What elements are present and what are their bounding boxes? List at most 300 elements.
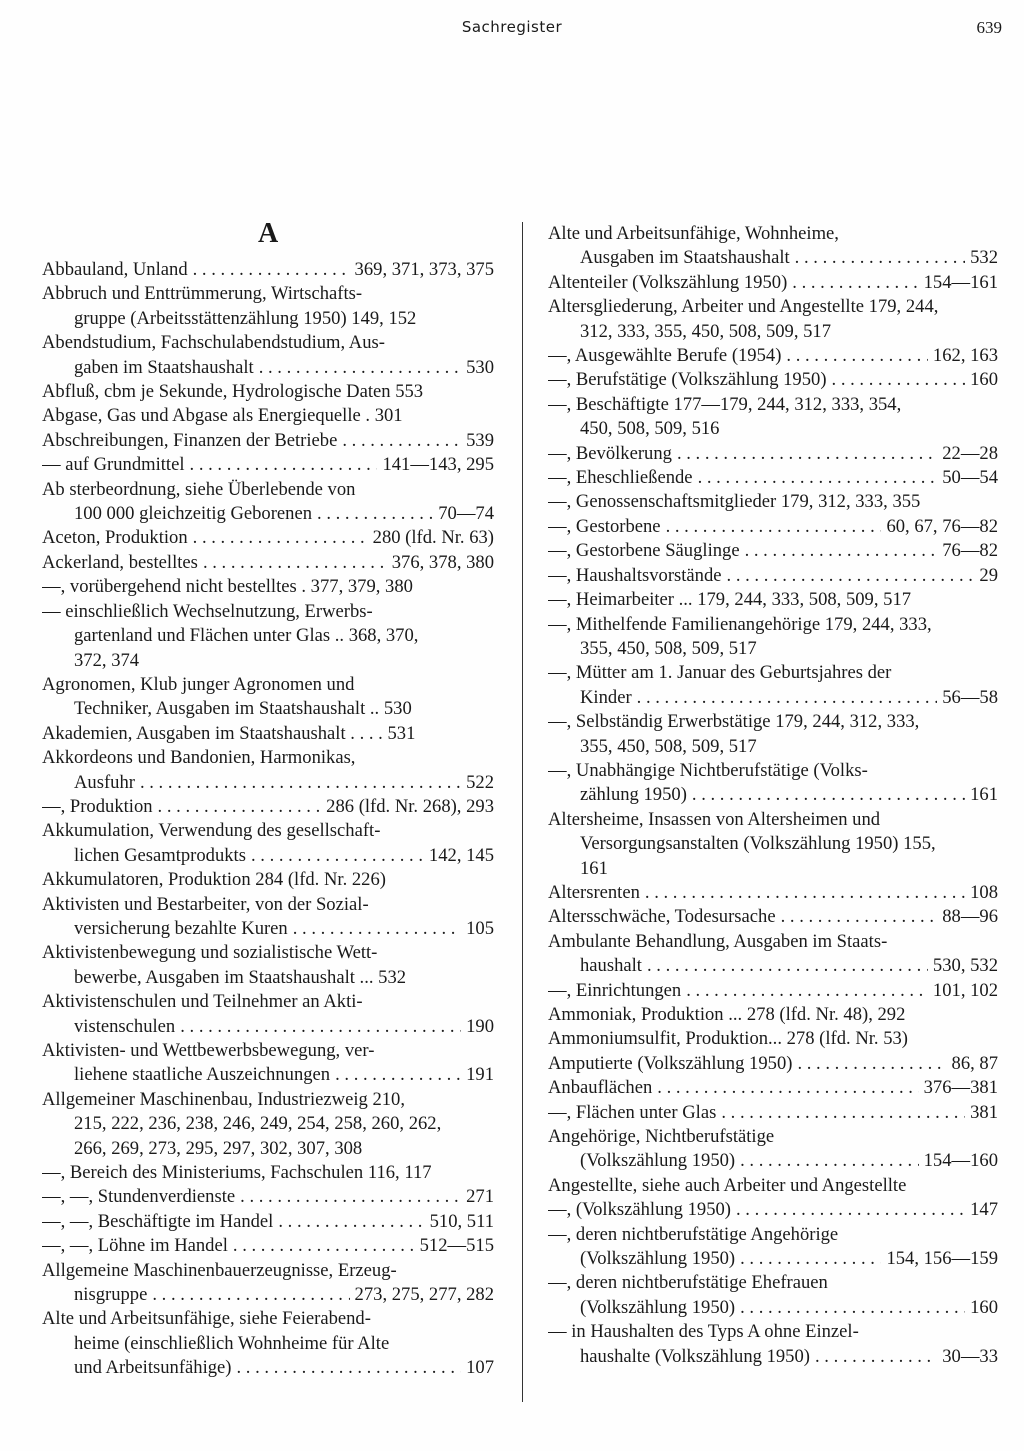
entry-text: Agronomen, Klub junger Agronomen und xyxy=(42,673,355,695)
index-entry-line xyxy=(42,1137,494,1161)
entry-text: bewerbe, Ausgaben im Staatshaushalt ... 532 xyxy=(74,966,407,988)
leader-dots xyxy=(657,1076,918,1100)
index-entry-line xyxy=(42,258,494,282)
leader-dots xyxy=(190,453,378,477)
page-reference: 280 (lfd. Nr. 63) xyxy=(372,527,494,549)
index-entry-line xyxy=(548,295,998,319)
page-reference: 154, 156—159 xyxy=(886,1248,998,1270)
index-entry-line xyxy=(548,417,998,441)
entry-text: Abschreibungen, Finanzen der Betriebe xyxy=(42,429,338,451)
entry-text: lichen Gesamtprodukts xyxy=(74,844,246,866)
index-entry xyxy=(548,1027,998,1051)
entry-text: Versorgungsanstalten (Volkszählung 1950) 155, xyxy=(580,833,936,855)
index-entry-line xyxy=(548,442,998,466)
entry-text: haushalt xyxy=(580,955,642,977)
index-entry-line xyxy=(42,990,494,1014)
index-entry-line xyxy=(548,930,998,954)
leader-dots xyxy=(237,1356,462,1380)
index-entry-line xyxy=(42,1015,494,1039)
entry-text: 355, 450, 508, 509, 517 xyxy=(580,735,757,757)
index-entry-line xyxy=(548,783,998,807)
entry-text: Altenteiler (Volkszählung 1950) xyxy=(548,271,788,293)
index-entry-line xyxy=(548,1003,998,1027)
page-reference: 22—28 xyxy=(942,442,998,464)
page-reference: 30—33 xyxy=(942,1345,998,1367)
entry-text: 215, 222, 236, 238, 246, 249, 254, 258, 260, 262, xyxy=(74,1113,442,1135)
page-reference: 105 xyxy=(466,917,494,939)
page-number: 639 xyxy=(976,18,1002,37)
page-reference: 376, 378, 380 xyxy=(391,551,494,573)
entry-text: und Arbeitsunfähige) xyxy=(74,1357,232,1379)
entry-text: Abfluß, cbm je Sekunde, Hydrologische Daten 553 xyxy=(42,381,424,403)
leader-dots xyxy=(317,502,433,526)
index-entry-line xyxy=(42,1210,494,1234)
index-entry-line xyxy=(42,1283,494,1307)
leader-dots xyxy=(727,564,975,588)
leader-dots xyxy=(203,551,387,575)
index-entry xyxy=(42,819,494,868)
entry-text: 312, 333, 355, 450, 508, 509, 517 xyxy=(580,320,832,342)
index-entry-line xyxy=(42,575,494,599)
index-entry-line xyxy=(548,320,998,344)
index-entry-line xyxy=(548,1125,998,1149)
index-entry-line xyxy=(548,857,998,881)
index-entry-line xyxy=(42,1234,494,1258)
leader-dots xyxy=(832,368,966,392)
index-entry xyxy=(42,795,494,819)
page-reference: 142, 145 xyxy=(428,844,494,866)
entry-text: gaben im Staatshaushalt xyxy=(74,356,254,378)
index-entry xyxy=(548,588,998,612)
entry-text: Ausfuhr xyxy=(74,771,135,793)
index-entry-line xyxy=(42,795,494,819)
entry-text: Altersschwäche, Todesursache xyxy=(548,906,776,928)
entry-text: gartenland und Flächen unter Glas .. 368, 370, xyxy=(74,625,419,647)
index-entry-line xyxy=(548,954,998,978)
page-reference: 160 xyxy=(970,1296,998,1318)
entry-text: Aktivisten und Bestarbeiter, von der Sozial- xyxy=(42,893,369,915)
entry-text: —, vorübergehend nicht bestelltes . 377, 379, 380 xyxy=(42,576,413,598)
leader-dots xyxy=(180,1015,461,1039)
page-reference: 56—58 xyxy=(942,686,998,708)
page-reference: 191 xyxy=(466,1064,494,1086)
leader-dots xyxy=(158,795,322,819)
entry-text: Aktivisten- und Wettbewerbsbewegung, ver- xyxy=(42,1040,375,1061)
index-entry xyxy=(42,600,494,673)
entry-text: —, Mithelfende Familienangehörige 179, 244, 333, xyxy=(548,613,932,635)
index-entry-line xyxy=(548,368,998,392)
index-entry-line xyxy=(42,746,494,770)
entry-text: heime (einschließlich Wohnheime für Alte xyxy=(74,1332,390,1354)
index-entry-line xyxy=(42,697,494,721)
page-reference: 530, 532 xyxy=(932,955,998,977)
index-entry-line xyxy=(548,1174,998,1198)
index-entry-line xyxy=(548,979,998,1003)
leader-dots xyxy=(721,1101,965,1125)
index-entry xyxy=(42,380,494,404)
index-entry-line xyxy=(42,673,494,697)
index-entry-line xyxy=(548,1101,998,1125)
entry-text: Altersheime, Insassen von Altersheimen und xyxy=(548,808,881,830)
page-reference: 161 xyxy=(970,784,998,806)
entry-text: Amputierte (Volkszählung 1950) xyxy=(548,1052,793,1074)
page-reference: 286 (lfd. Nr. 268), 293 xyxy=(326,795,494,817)
entry-text: Altersgliederung, Arbeiter und Angestellte 179, 244, xyxy=(548,296,939,318)
index-entry xyxy=(42,282,494,331)
entry-text: (Volkszählung 1950) xyxy=(580,1150,736,1172)
index-entry-line xyxy=(548,1247,998,1271)
entry-text: —, Selbständig Erwerbstätige 179, 244, 312, 333, xyxy=(548,711,920,733)
index-entry-line xyxy=(548,735,998,759)
page-reference: 510, 511 xyxy=(429,1210,494,1232)
page-reference: 539 xyxy=(466,429,494,451)
page-reference: 141—143, 295 xyxy=(382,454,494,476)
index-entry-line xyxy=(42,1185,494,1209)
index-entry-line xyxy=(548,271,998,295)
index-entry xyxy=(548,564,998,588)
entry-text: 372, 374 xyxy=(74,649,140,671)
page-reference: 522 xyxy=(466,771,494,793)
index-entry xyxy=(42,1039,494,1088)
index-entry xyxy=(548,808,998,881)
index-entry xyxy=(548,1223,998,1272)
entry-text: — auf Grundmittel xyxy=(42,454,185,476)
entry-text: 355, 450, 508, 509, 517 xyxy=(580,637,757,659)
leader-dots xyxy=(637,686,938,710)
entry-text: Aktivistenbewegung und sozialistische Wett- xyxy=(42,942,378,964)
index-entry-line xyxy=(548,1149,998,1173)
index-entry-line xyxy=(548,1076,998,1100)
index-entry xyxy=(548,1271,998,1320)
leader-dots xyxy=(786,344,928,368)
leader-dots xyxy=(259,356,461,380)
index-entry-line xyxy=(548,1296,998,1320)
index-entry xyxy=(548,368,998,392)
entry-text: Aktivistenschulen und Teilnehmer an Akti- xyxy=(42,991,363,1013)
index-entry-line xyxy=(548,588,998,612)
leader-dots xyxy=(233,1234,415,1258)
index-entry xyxy=(42,1307,494,1380)
index-entry xyxy=(548,661,998,710)
index-entry xyxy=(42,331,494,380)
index-entry-line xyxy=(548,1320,998,1344)
index-entry xyxy=(42,1259,494,1308)
index-entry-line xyxy=(42,868,494,892)
page-reference: 381 xyxy=(970,1101,998,1123)
index-entry xyxy=(548,295,998,344)
index-entry-line xyxy=(548,881,998,905)
index-entry-line xyxy=(42,844,494,868)
entry-text: —, Gestorbene xyxy=(548,515,661,537)
index-entry-line xyxy=(42,453,494,477)
index-entry-line xyxy=(42,917,494,941)
index-entry-line xyxy=(42,551,494,575)
leader-dots xyxy=(792,271,918,295)
entry-text: Akkumulatoren, Produktion 284 (lfd. Nr. 226) xyxy=(42,869,386,891)
entry-text: Angehörige, Nichtberufstätige xyxy=(548,1126,775,1148)
index-entry-line xyxy=(42,356,494,380)
entry-text: Ausgaben im Staatshaushalt xyxy=(580,247,790,269)
entry-text: —, Ausgewählte Berufe (1954) xyxy=(548,345,782,367)
entry-text: —, Produktion xyxy=(42,795,153,817)
index-entry xyxy=(42,526,494,550)
page-reference: 60, 67, 76—82 xyxy=(886,515,998,537)
page-reference: 86, 87 xyxy=(951,1052,998,1074)
index-entry-line xyxy=(42,526,494,550)
index-entry xyxy=(548,710,998,759)
index-entry xyxy=(548,490,998,514)
leader-dots xyxy=(781,905,938,929)
leader-dots xyxy=(797,1052,946,1076)
index-entry xyxy=(548,466,998,490)
index-entry xyxy=(42,575,494,599)
leader-dots xyxy=(645,881,965,905)
page-reference: 512—515 xyxy=(419,1235,494,1257)
index-entry xyxy=(42,258,494,282)
entry-text: Ackerland, bestelltes xyxy=(42,551,198,573)
index-entry-line xyxy=(548,539,998,563)
entry-text: —, Bereich des Ministeriums, Fachschulen 116, 117 xyxy=(42,1162,432,1184)
index-column-left xyxy=(42,258,494,1381)
index-entry-line xyxy=(42,307,494,331)
index-entry xyxy=(548,930,998,979)
page-reference: 530 xyxy=(466,356,494,378)
index-entry-line xyxy=(548,1271,998,1295)
entry-text: Ammoniumsulfit, Produktion... 278 (lfd. Nr. 53) xyxy=(548,1028,908,1050)
index-entry xyxy=(548,393,998,442)
entry-text: Ab sterbeordnung, siehe Überlebende von xyxy=(42,478,356,500)
entry-text: —, —, Löhne im Handel xyxy=(42,1235,228,1257)
entry-text: Techniker, Ausgaben im Staatshaushalt .. 530 xyxy=(74,698,412,720)
entry-text: Allgemeiner Maschinenbau, Industriezweig 210, xyxy=(42,1088,405,1110)
entry-text: —, Einrichtungen xyxy=(548,979,682,1001)
index-entry-line xyxy=(548,466,998,490)
index-entry-line xyxy=(42,1112,494,1136)
section-letter: A xyxy=(258,218,279,249)
index-entry xyxy=(42,1234,494,1258)
index-entry-line xyxy=(548,1345,998,1369)
leader-dots xyxy=(692,783,965,807)
entry-text: —, —, Stundenverdienste xyxy=(42,1186,236,1208)
page-reference: 160 xyxy=(970,369,998,391)
leader-dots xyxy=(335,1063,461,1087)
entry-text: Abbruch und Enttrümmerung, Wirtschafts- xyxy=(42,283,363,305)
index-entry-line xyxy=(42,771,494,795)
entry-text: Ammoniak, Produktion ... 278 (lfd. Nr. 48), 292 xyxy=(548,1004,906,1025)
index-entry-line xyxy=(548,759,998,783)
entry-text: Anbauflächen xyxy=(548,1077,653,1099)
index-entry-line xyxy=(42,502,494,526)
page-reference: 273, 275, 277, 282 xyxy=(354,1284,494,1306)
index-entry-line xyxy=(42,624,494,648)
index-entry-line xyxy=(548,808,998,832)
index-entry xyxy=(548,979,998,1003)
page-reference: 108 xyxy=(970,881,998,903)
index-entry-line xyxy=(42,649,494,673)
entry-text: — in Haushalten des Typs A ohne Einzel- xyxy=(548,1321,859,1343)
leader-dots xyxy=(740,1149,919,1173)
entry-text: —, Berufstätige (Volkszählung 1950) xyxy=(548,369,827,391)
index-entry-line xyxy=(548,832,998,856)
leader-dots xyxy=(647,954,928,978)
page-reference: 29 xyxy=(979,564,998,586)
entry-text: Alte und Arbeitsunfähige, Wohnheime, xyxy=(548,223,839,244)
entry-text: —, deren nichtberufstätige Angehörige xyxy=(548,1223,839,1245)
entry-text: Allgemeine Maschinenbauerzeugnisse, Erzeug- xyxy=(42,1259,397,1281)
index-entry-line xyxy=(548,393,998,417)
entry-text: —, (Volkszählung 1950) xyxy=(548,1199,731,1221)
entry-text: (Volkszählung 1950) xyxy=(580,1248,736,1270)
index-entry xyxy=(548,1320,998,1369)
page-reference: 369, 371, 373, 375 xyxy=(354,259,494,280)
index-entry-line xyxy=(548,905,998,929)
index-entry-line xyxy=(42,1307,494,1331)
index-entry-line xyxy=(42,1161,494,1185)
leader-dots xyxy=(745,539,938,563)
index-entry xyxy=(548,442,998,466)
index-entry-line xyxy=(42,282,494,306)
entry-text: liehene staatliche Auszeichnungen xyxy=(74,1064,331,1086)
page-reference: 162, 163 xyxy=(932,345,998,367)
index-entry xyxy=(42,893,494,942)
index-entry-line xyxy=(548,637,998,661)
page-reference: 154—160 xyxy=(923,1150,998,1172)
leader-dots xyxy=(686,979,928,1003)
entry-text: Alte und Arbeitsunfähige, siehe Feierabend- xyxy=(42,1308,371,1330)
index-entry-line xyxy=(42,478,494,502)
entry-text: —, —, Beschäftigte im Handel xyxy=(42,1210,274,1232)
index-entry xyxy=(548,515,998,539)
index-entry xyxy=(42,673,494,722)
entry-text: gruppe (Arbeitsstättenzählung 1950) 149, 152 xyxy=(74,307,417,329)
index-entry-line xyxy=(42,429,494,453)
entry-text: Aceton, Produktion xyxy=(42,527,188,549)
index-entry xyxy=(42,429,494,453)
index-entry xyxy=(548,222,998,271)
index-entry xyxy=(548,1174,998,1198)
entry-text: Abgase, Gas und Abgase als Energiequelle . 301 xyxy=(42,405,403,427)
index-entry xyxy=(548,539,998,563)
index-entry-line xyxy=(42,404,494,428)
entry-text: vistenschulen xyxy=(74,1015,176,1037)
index-entry xyxy=(42,1088,494,1161)
index-entry-line xyxy=(548,710,998,734)
entry-text: —, Heimarbeiter ... 179, 244, 333, 508, 509, 517 xyxy=(548,589,912,611)
entry-text: Abendstudium, Fachschulabendstudium, Aus- xyxy=(42,332,385,354)
leader-dots xyxy=(193,258,350,282)
index-entry xyxy=(548,613,998,662)
leader-dots xyxy=(193,526,368,550)
index-entry-line xyxy=(548,661,998,685)
leader-dots xyxy=(698,466,938,490)
entry-text: —, Unabhängige Nichtberufstätige (Volks- xyxy=(548,759,868,781)
index-entry-line xyxy=(548,1223,998,1247)
page-reference: 190 xyxy=(466,1015,494,1037)
index-entry xyxy=(42,404,494,428)
page-reference: 101, 102 xyxy=(932,979,998,1001)
index-entry-line xyxy=(42,1356,494,1380)
index-entry xyxy=(42,1161,494,1185)
leader-dots xyxy=(736,1198,965,1222)
leader-dots xyxy=(795,246,965,270)
entry-text: Ambulante Behandlung, Ausgaben im Staats- xyxy=(548,930,888,952)
entry-text: —, Genossenschaftsmitglieder 179, 312, 333, 355 xyxy=(548,491,921,513)
leader-dots xyxy=(740,1247,881,1271)
entry-text: — einschließlich Wechselnutzung, Erwerbs- xyxy=(42,600,373,622)
entry-text: nisgruppe xyxy=(74,1284,148,1306)
entry-text: 161 xyxy=(580,857,608,879)
index-entry xyxy=(548,1198,998,1222)
leader-dots xyxy=(740,1296,965,1320)
index-entry-line xyxy=(548,246,998,270)
leader-dots xyxy=(677,442,937,466)
entry-text: —, Gestorbene Säuglinge xyxy=(548,540,740,562)
entry-text: Kinder xyxy=(580,686,632,708)
index-entry-line xyxy=(42,722,494,746)
index-entry-line xyxy=(42,819,494,843)
index-entry xyxy=(548,344,998,368)
index-entry xyxy=(548,271,998,295)
leader-dots xyxy=(293,917,461,941)
entry-text: versicherung bezahlte Kuren xyxy=(74,917,288,939)
leader-dots xyxy=(815,1345,937,1369)
page-reference: 107 xyxy=(466,1357,494,1379)
index-entry xyxy=(42,941,494,990)
index-entry-line xyxy=(548,222,998,246)
index-entry-line xyxy=(548,490,998,514)
entry-text: —, Bevölkerung xyxy=(548,442,672,464)
index-entry-line xyxy=(42,380,494,404)
running-head: Sachregister xyxy=(461,18,563,36)
index-entry-line xyxy=(548,686,998,710)
column-divider xyxy=(522,222,523,1402)
index-entry-line xyxy=(548,1052,998,1076)
index-entry-line xyxy=(42,893,494,917)
index-entry xyxy=(548,1003,998,1027)
index-entry xyxy=(42,453,494,477)
index-entry xyxy=(42,868,494,892)
entry-text: 266, 269, 273, 295, 297, 302, 307, 308 xyxy=(74,1137,363,1159)
index-entry xyxy=(42,1210,494,1234)
entry-text: 100 000 gleichzeitig Geborenen xyxy=(74,503,313,525)
entry-text: —, Beschäftigte 177—179, 244, 312, 333, 354, xyxy=(548,393,902,415)
index-entry xyxy=(42,722,494,746)
index-entry xyxy=(548,1101,998,1125)
index-entry xyxy=(42,746,494,795)
page-reference: 70—74 xyxy=(438,503,494,525)
page-reference: 532 xyxy=(970,247,998,269)
entry-text: —, Haushaltsvorstände xyxy=(548,564,722,586)
entry-text: Akkordeons und Bandonien, Harmonikas, xyxy=(42,747,356,769)
index-entry-line xyxy=(548,1198,998,1222)
index-entry-line xyxy=(42,331,494,355)
index-entry-line xyxy=(42,1259,494,1283)
index-entry-line xyxy=(548,515,998,539)
page-reference: 88—96 xyxy=(942,906,998,928)
index-entry-line xyxy=(42,941,494,965)
index-column-right xyxy=(548,222,998,1369)
entry-text: (Volkszählung 1950) xyxy=(580,1296,736,1318)
entry-text: —, deren nichtberufstätige Ehefrauen xyxy=(548,1272,828,1294)
page-reference: 147 xyxy=(970,1199,998,1221)
index-entry-line xyxy=(548,564,998,588)
index-entry-line xyxy=(42,600,494,624)
index-entry xyxy=(548,1076,998,1100)
index-entry xyxy=(548,759,998,808)
entry-text: Abbauland, Unland xyxy=(42,259,188,280)
index-entry xyxy=(548,881,998,905)
entry-text: haushalte (Volkszählung 1950) xyxy=(580,1345,810,1367)
